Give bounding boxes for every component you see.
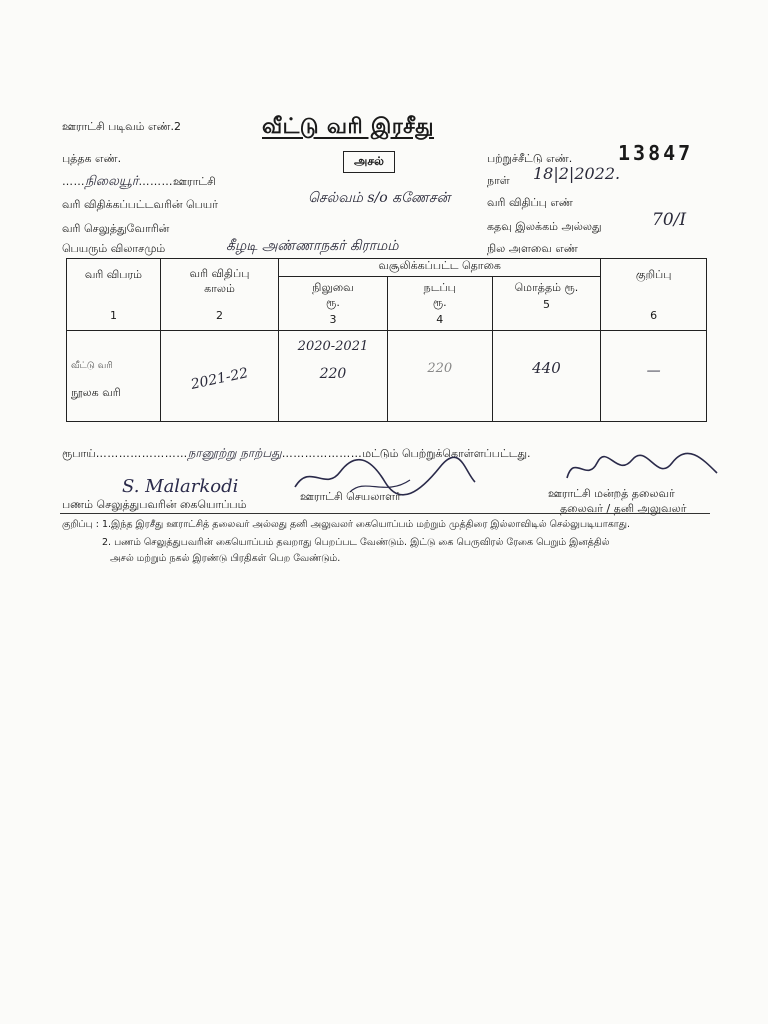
payer-label-line2: பெயரும் விலாசமும்	[62, 242, 166, 255]
col-arrears-label: நிலுவை ரூ.	[312, 281, 354, 309]
col-total-label: மொத்தம் ரூ.	[514, 281, 579, 294]
collected-amount-label: வசூலிக்கப்பட்ட தொகை	[378, 259, 501, 272]
divider	[60, 513, 710, 514]
col-current	[387, 277, 492, 331]
cell-tax-types	[67, 331, 161, 422]
house-tax-label: வீட்டு வரி	[71, 361, 113, 371]
col-tax-details	[67, 259, 161, 331]
col-num-2: 2	[215, 309, 223, 322]
panchayat-dots: ……	[62, 175, 85, 188]
payer-signature-label: பணம் செலுத்துபவரின் கையொப்பம்	[62, 498, 247, 511]
col-num-1: 1	[109, 308, 117, 322]
cell-total	[492, 331, 601, 422]
total-amount-value: 440	[532, 359, 561, 377]
col-num-4: 4	[436, 313, 444, 326]
original-copy-tag: அசல்	[343, 151, 395, 173]
arrears-period-value: 2020-2021	[297, 339, 369, 354]
col-remarks-label: குறிப்பு	[635, 267, 672, 281]
payer-address-value: கீழடி அண்ணாநகர் கிராமம்	[226, 238, 399, 254]
col-tax-details-label: வரி விபரம்	[84, 267, 143, 281]
cell-period	[160, 331, 278, 422]
library-tax-label: நூலக வரி	[71, 386, 121, 399]
current-amount-value: 220	[427, 361, 453, 376]
note-3: அசல் மற்றும் நகல் இரண்டு பிரதிகள் பெற வேண்டும்.	[110, 553, 341, 564]
note-2: 2. பணம் செலுத்துபவரின் கையொப்பம் தவறாது பெறப்பட வேண்டும். இட்டு கை பெருவிரல் ரேகை பெறும் இனத்தில்	[102, 537, 610, 548]
president-label: ஊராட்சி மன்றத் தலைவர்	[548, 487, 675, 500]
received-text: மட்டும் பெற்றுக்கொள்ளப்பட்டது.	[362, 447, 531, 460]
amount-in-words: நானூற்று நாற்பது	[187, 446, 282, 460]
cell-remarks	[601, 331, 707, 422]
period-value: 2021-22	[189, 365, 250, 393]
cell-arrears	[279, 331, 388, 422]
receipt-number-label: பற்றுச்சீட்டு எண்.	[487, 152, 573, 165]
collector-signature-icon	[562, 448, 722, 492]
payer-label-line1: வரி செலுத்துவோரின்	[62, 222, 170, 235]
rupee-label: ரூபாய்	[62, 447, 96, 460]
date-label: நாள்	[487, 174, 510, 187]
tax-table	[66, 258, 707, 422]
col-arrears	[279, 277, 388, 331]
date-value: 18|2|2022.	[533, 164, 621, 183]
panchayat-dots-2: ………	[138, 175, 174, 188]
collected-amount-group	[279, 259, 601, 277]
taxpayer-name-label: வரி விதிக்கப்பட்டவரின் பெயர்	[62, 198, 218, 211]
arrears-amount-value: 220	[319, 366, 347, 382]
door-number-value: 70/I	[652, 210, 687, 230]
col-period-label: வரி விதிப்பு காலம்	[189, 267, 250, 295]
receipt-title: வீட்டு வரி இரசீது	[262, 114, 435, 138]
door-number-label: கதவு இலக்கம் அல்லது	[487, 220, 602, 233]
payer-signature: S. Malarkodi	[122, 476, 239, 497]
panchayat-line	[62, 174, 216, 190]
land-survey-number-label: நில அளவை எண்	[487, 242, 578, 255]
cell-current	[387, 331, 492, 422]
col-current-label: நடப்பு ரூ.	[423, 281, 456, 309]
table-row	[67, 331, 707, 422]
receipt-number-value: 13847	[618, 141, 694, 165]
taxpayer-name-value: செல்வம் s/o கணேசன்	[308, 190, 451, 206]
panchayat-label: ஊராட்சி	[173, 175, 216, 188]
col-num-3: 3	[329, 313, 337, 326]
secretary-label: ஊராட்சி செயலாளர்	[300, 490, 401, 503]
remark-value: —	[646, 363, 661, 379]
book-number-label: புத்தக எண்.	[62, 152, 122, 165]
amount-dots-2: …………………	[281, 447, 363, 460]
col-total	[492, 277, 601, 331]
panchayat-name: நிலையூர்	[85, 174, 139, 189]
col-num-5: 5	[542, 298, 550, 311]
amount-dots-1: ……………………	[95, 447, 188, 460]
form-number: ஊராட்சி படிவம் எண்.2	[62, 120, 182, 133]
note-1: குறிப்பு : 1.இந்த இரசீது ஊராட்சித் தலைவர் அல்லது தனி அலுவலர் கையொப்பம் மற்றும் முத்திரை இல்லாவிடில் செல்லுபடியாகாது.	[62, 519, 630, 530]
assessment-number-label: வரி விதிப்பு எண்	[487, 196, 573, 209]
col-num-6: 6	[650, 308, 658, 322]
collector-label: தலைவர் / தனி அலுவலர்	[560, 502, 687, 515]
col-period	[160, 259, 278, 331]
col-remarks	[601, 259, 707, 331]
